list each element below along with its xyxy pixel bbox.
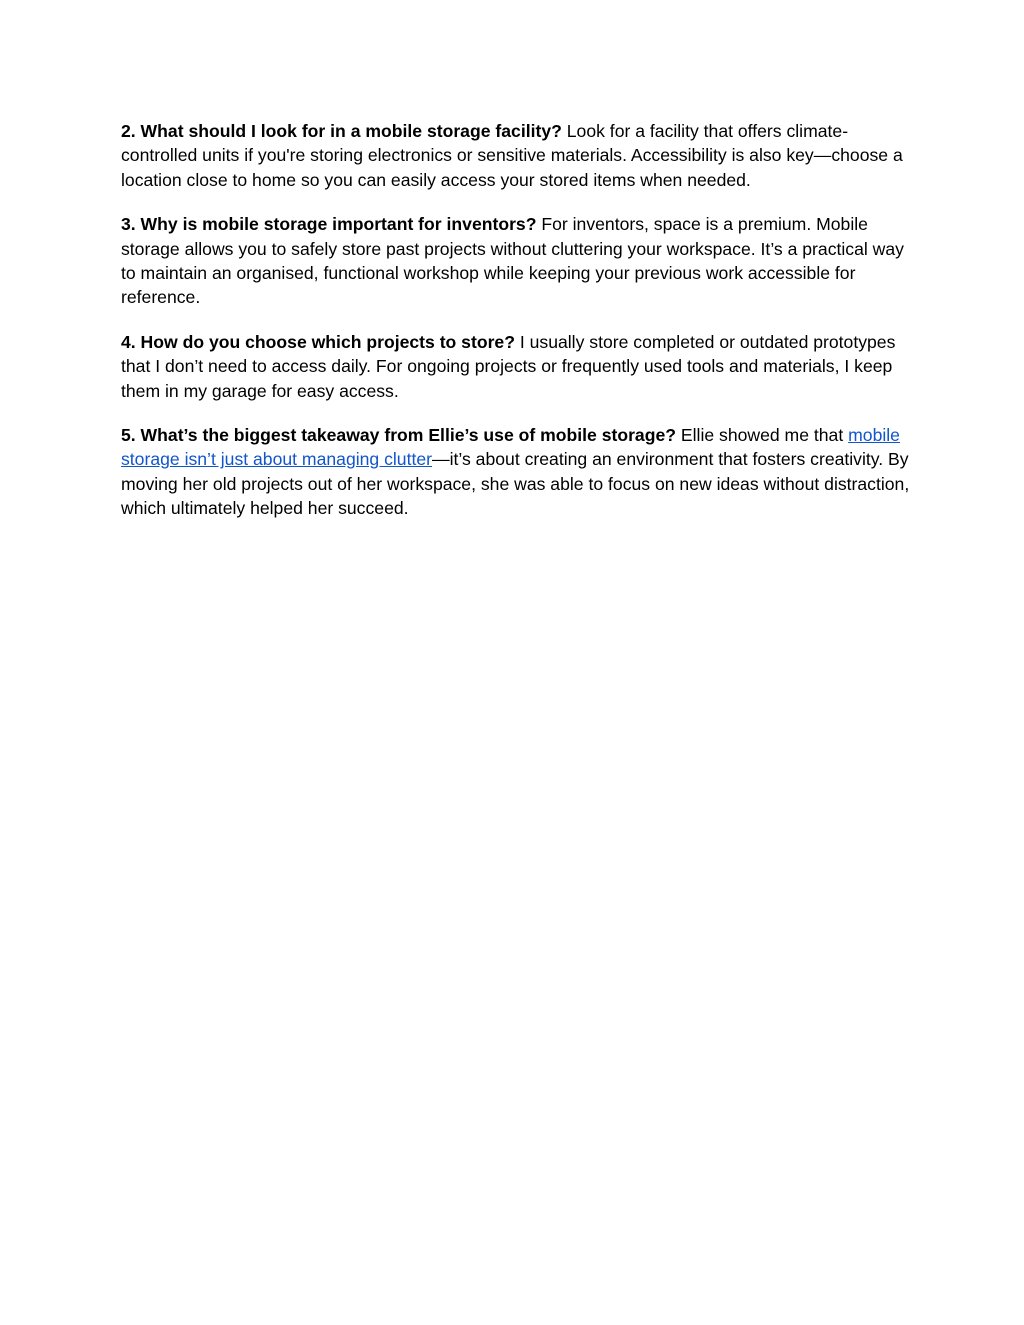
faq-answer-3: For inventors, space is a premium. Mobile storage allows you to safely store past projects without cluttering your workspace. It’s a practical way to maintain an organised, functional workshop while keeping your previous work accessible for reference.: [121, 214, 904, 308]
faq-item-5: [121, 423, 911, 521]
faq-answer-4: I usually store completed or outdated prototypes that I don’t need to access daily. For ongoing projects or frequently used tools and materials, I keep them in my garage for easy access.: [121, 331, 896, 401]
faq-answer-5-intro: Ellie showed me that: [676, 425, 849, 446]
faq-item-2: [121, 119, 911, 192]
faq-question-5: 5. What’s the biggest takeaway from Ellie’s use of mobile storage?: [121, 425, 676, 446]
faq-answer-2: Look for a facility that offers climate-controlled units if you're storing electronics or sensitive materials. Accessibility is also key—choose a location close to home so you can easily access your stored items when needed.: [121, 121, 903, 190]
faq-item-4: [121, 330, 911, 403]
faq-question-3: 3. Why is mobile storage important for inventors?: [121, 214, 537, 235]
faq-answer-5-rest: —it’s about creating an environment that fosters creativity. By moving her old projects out of her workspace, she was able to focus on new ideas without distraction, which ultimately helped her succeed.: [121, 449, 910, 519]
faq-item-3: [121, 212, 911, 310]
mobile-storage-link[interactable]: mobile storage isn’t just about managing clutter: [121, 425, 900, 470]
faq-question-4: 4. How do you choose which projects to store?: [121, 331, 515, 352]
faq-question-2: 2. What should I look for in a mobile storage facility?: [121, 121, 562, 141]
faq-content: [121, 119, 911, 541]
